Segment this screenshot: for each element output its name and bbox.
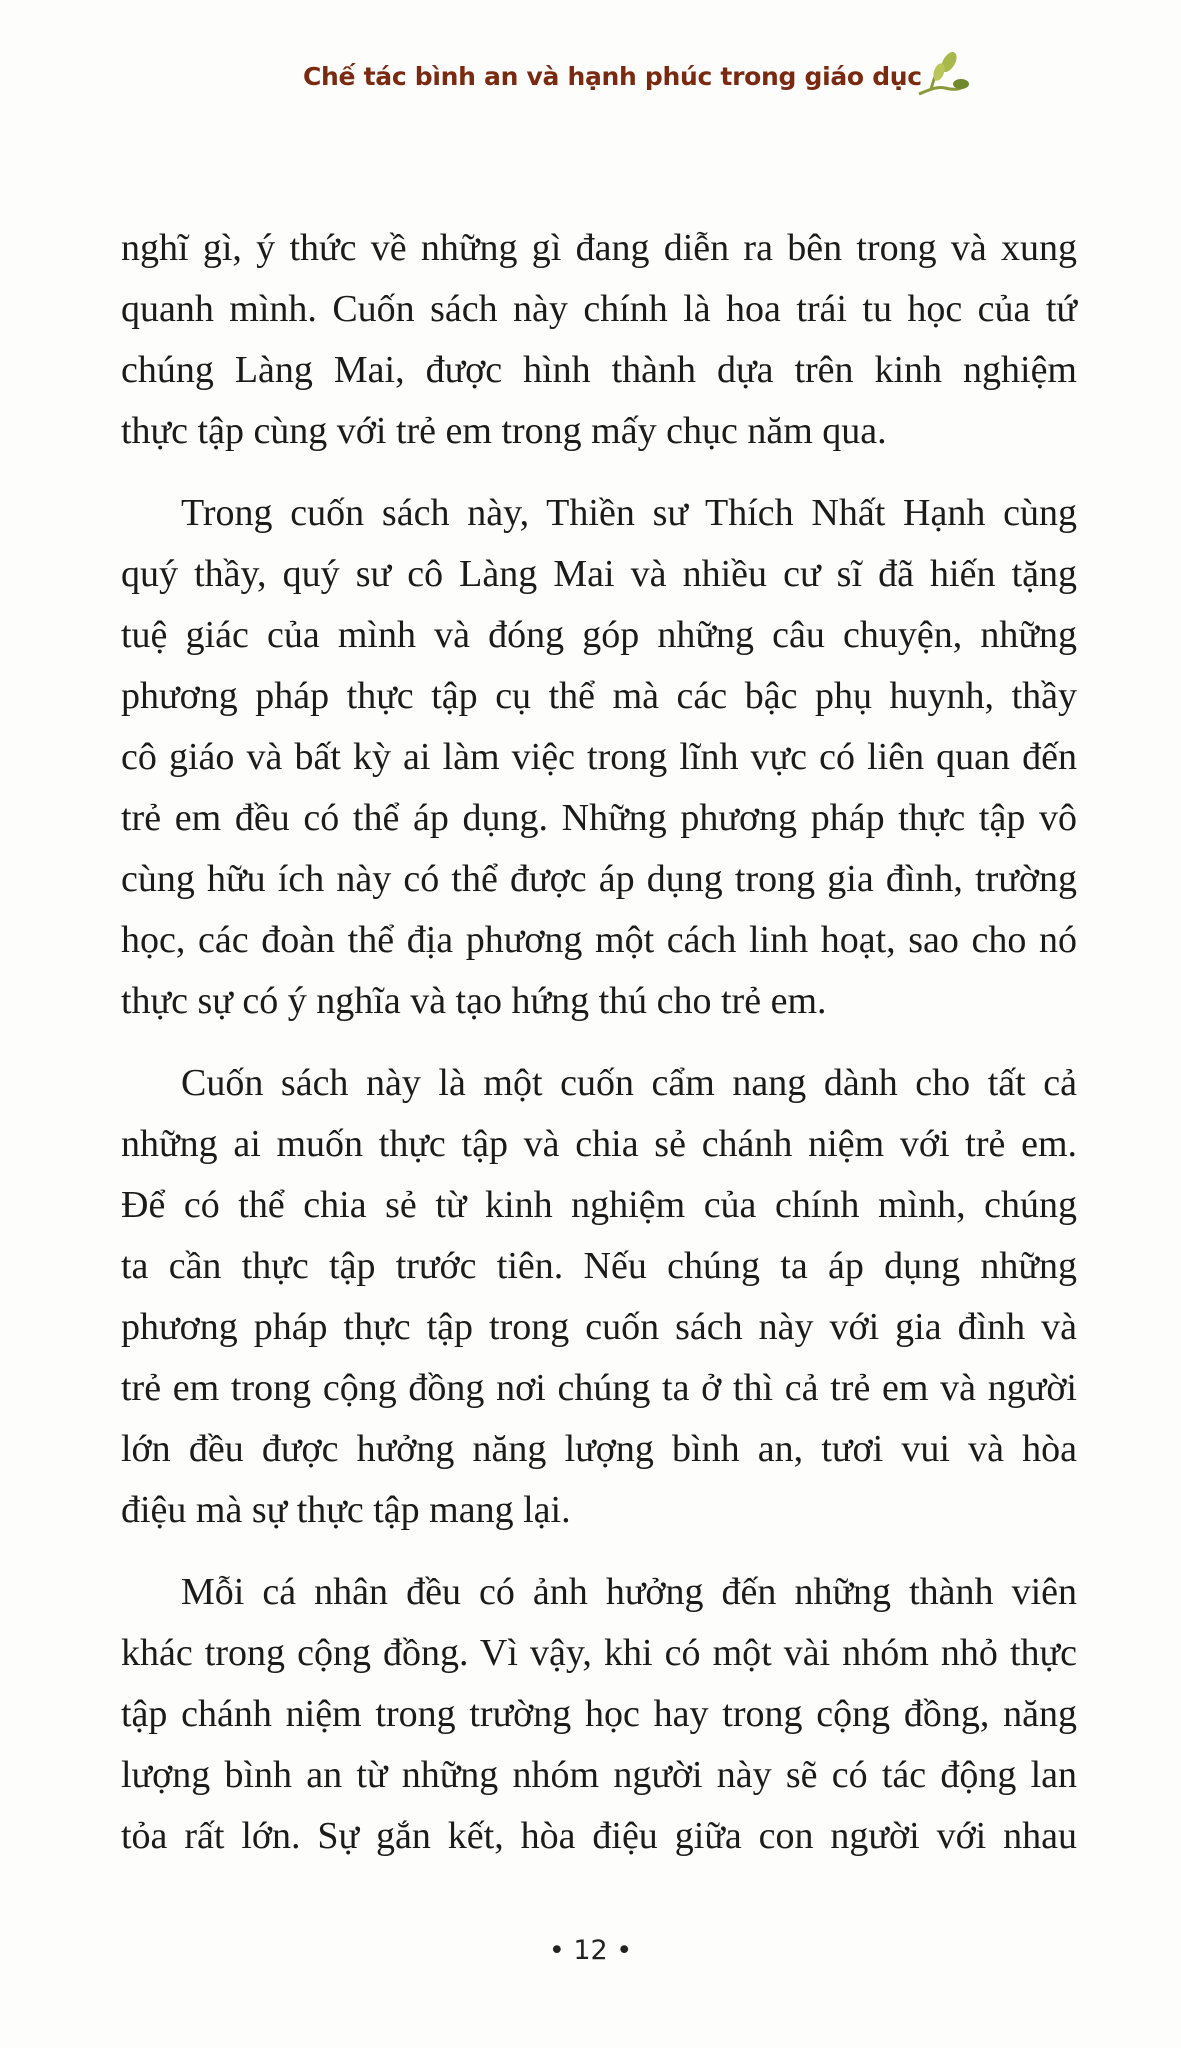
text-line: khác trong cộng đồng. Vì vậy, khi có một vài nhóm nhỏ thực (121, 1632, 1077, 1674)
running-header-title: Chế tác bình an và hạnh phúc trong giáo dục (303, 62, 922, 91)
paragraph (121, 1053, 1077, 1541)
body-text (121, 218, 1077, 1888)
text-line: nghĩ gì, ý thức về những gì đang diễn ra bên trong và xung (121, 227, 1077, 269)
text-line: quý thầy, quý sư cô Làng Mai và nhiều cư sĩ đã hiến tặng (121, 553, 1077, 595)
text-line: Trong cuốn sách này, Thiền sư Thích Nhất Hạnh cùng (181, 492, 1077, 534)
text-line: tỏa rất lớn. Sự gắn kết, hòa điệu giữa con người với nhau (121, 1815, 1077, 1857)
text-line: trẻ em trong cộng đồng nơi chúng ta ở thì cả trẻ em và người (121, 1367, 1077, 1409)
text-line: thực tập cùng với trẻ em trong mấy chục năm qua. (121, 410, 887, 452)
text-line: phương pháp thực tập cụ thể mà các bậc phụ huynh, thầy (121, 675, 1077, 717)
text-line: học, các đoàn thể địa phương một cách linh hoạt, sao cho nó (121, 919, 1077, 961)
text-line: Mỗi cá nhân đều có ảnh hưởng đến những thành viên (181, 1571, 1077, 1613)
text-line: chúng Làng Mai, được hình thành dựa trên kinh nghiệm (121, 349, 1077, 391)
text-line: lớn đều được hưởng năng lượng bình an, tươi vui và hòa (121, 1428, 1077, 1470)
text-line: tuệ giác của mình và đóng góp những câu chuyện, những (121, 614, 1077, 656)
text-line: Để có thể chia sẻ từ kinh nghiệm của chính mình, chúng (121, 1184, 1077, 1226)
text-line: lượng bình an từ những nhóm người này sẽ có tác động lan (121, 1754, 1077, 1796)
text-line: trẻ em đều có thể áp dụng. Những phương pháp thực tập vô (121, 797, 1077, 839)
text-line: cùng hữu ích này có thể được áp dụng trong gia đình, trường (121, 858, 1077, 900)
text-line: cô giáo và bất kỳ ai làm việc trong lĩnh vực có liên quan đến (121, 736, 1077, 778)
text-line: phương pháp thực tập trong cuốn sách này với gia đình và (121, 1306, 1077, 1348)
paragraph (121, 218, 1077, 462)
text-line: quanh mình. Cuốn sách này chính là hoa trái tu học của tứ (121, 288, 1077, 330)
page-number: • 12 • (548, 1935, 633, 1966)
text-line: những ai muốn thực tập và chia sẻ chánh niệm với trẻ em. (121, 1123, 1077, 1165)
text-line: thực sự có ý nghĩa và tạo hứng thú cho trẻ em. (121, 980, 827, 1022)
text-line: điệu mà sự thực tập mang lại. (121, 1489, 571, 1531)
running-header (0, 58, 1181, 108)
text-line: ta cần thực tập trước tiên. Nếu chúng ta áp dụng những (121, 1245, 1077, 1287)
text-line: Cuốn sách này là một cuốn cẩm nang dành cho tất cả (181, 1062, 1077, 1104)
leaf-sprig-icon (915, 50, 971, 100)
paragraph (121, 1562, 1077, 1867)
paragraph (121, 483, 1077, 1032)
text-line: tập chánh niệm trong trường học hay trong cộng đồng, năng (121, 1693, 1077, 1735)
